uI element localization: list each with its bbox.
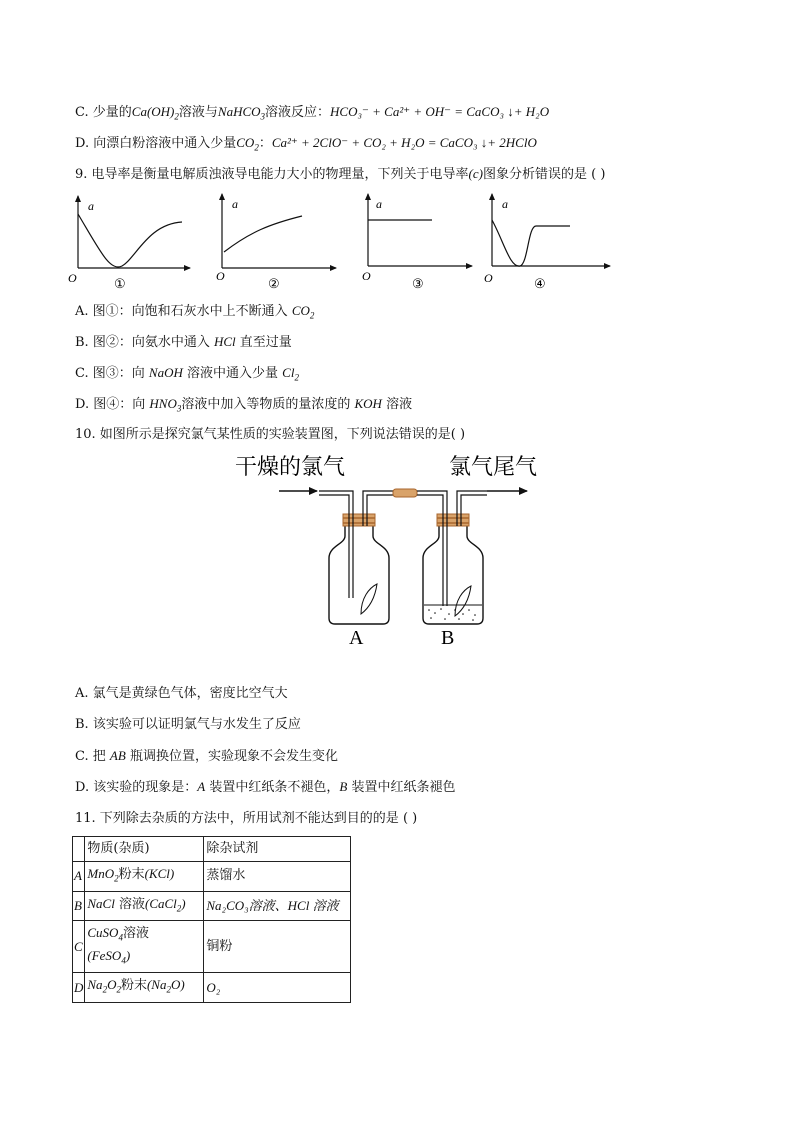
chem-formula: HCl	[213, 334, 236, 349]
option-text: 装置中红纸条褪色	[351, 780, 456, 795]
chem-formula: KOH	[354, 396, 382, 411]
chem-subscript: 2	[309, 310, 315, 321]
q10-option-a	[75, 685, 288, 703]
stem-text: 9. 电导率是衡量电解质浊液导电能力大小的物理量，下列关于电导率	[75, 167, 469, 182]
table-row	[73, 921, 351, 973]
graph-2	[216, 194, 336, 291]
q10-option-d	[75, 778, 455, 797]
origin-label: O	[484, 271, 493, 285]
graph-caption: ④	[534, 276, 546, 291]
q10-stem: 10. 如图所示是探究氯气某性质的实验装置图，下列说法错误的是( )	[75, 427, 466, 442]
option-label: C.	[75, 105, 89, 120]
chem-subscript: 3	[176, 403, 182, 414]
y-label: a	[88, 199, 94, 213]
graph-4	[484, 194, 610, 291]
outlet-label: 氯气尾气	[449, 455, 538, 480]
reagent-cell: Na₂CO₃溶液、HCl 溶液	[204, 891, 351, 921]
option-text: 图③：向	[92, 366, 145, 381]
chem-formula: )	[181, 895, 186, 911]
chem-subscript: 2	[116, 984, 121, 995]
option-text: 直至过量	[239, 335, 292, 350]
origin-label: O	[362, 269, 371, 283]
substance-cell	[85, 891, 204, 921]
cell-text: 溶液	[114, 896, 145, 912]
chem-formula: Na	[87, 977, 103, 993]
q10-option-c	[75, 747, 338, 766]
chlorine-apparatus	[235, 448, 565, 653]
graph-caption: ②	[268, 276, 280, 291]
y-label: a	[232, 197, 238, 211]
chem-subscript: 2	[102, 984, 108, 995]
chem-formula: CO	[291, 303, 310, 318]
chem-formula: Ca(OH)	[131, 104, 175, 119]
q9-option-c	[75, 364, 299, 387]
option-label: B.	[75, 335, 89, 350]
substance-cell	[85, 862, 204, 892]
chem-formula: HNO	[149, 396, 177, 411]
option-label: D.	[75, 780, 90, 795]
graph-1	[68, 196, 190, 291]
option-text: ：	[258, 136, 272, 151]
row-label: D	[73, 973, 85, 1003]
option-label: C.	[75, 749, 89, 764]
option-text: 少量的	[92, 105, 132, 120]
table-header-row	[73, 837, 351, 862]
chem-formula: NaCl	[87, 895, 115, 911]
option-text: 图②：向氨水中通入	[92, 335, 210, 350]
y-label: a	[376, 197, 382, 211]
chem-formula: (Na	[146, 977, 167, 993]
option-text: 向漂白粉溶液中通入少量	[93, 136, 237, 151]
purification-table	[72, 836, 351, 1003]
option-text: 溶液中通入少量	[187, 366, 279, 381]
option-text: 装置中红纸条不褪色，	[209, 780, 340, 795]
cell-text: 溶液	[122, 926, 149, 942]
option-text: 瓶调换位置，实验现象不会发生变化	[129, 749, 338, 764]
option-c-line	[75, 103, 549, 126]
chem-subscript: 2	[294, 372, 299, 383]
row-label: C	[73, 921, 85, 973]
chem-subscript: 4	[121, 955, 126, 966]
option-text: 溶液	[386, 397, 413, 412]
chem-formula: MnO	[87, 866, 115, 881]
option-text: 该实验的现象是：	[93, 780, 198, 795]
table-row	[73, 862, 351, 892]
option-text: 溶液与	[178, 105, 218, 120]
q10-option-b	[75, 716, 301, 734]
bottle-a	[319, 491, 393, 649]
option-label: B.	[75, 717, 89, 732]
q11-stem: 11. 下列除去杂质的方法中，所用试剂不能达到目的的是 ( )	[75, 811, 418, 826]
bottle-ref: B	[339, 779, 348, 794]
option-label: A.	[75, 304, 89, 319]
stem-var: (c)	[468, 166, 483, 181]
stem-text: 图象分析错误的是 ( )	[482, 167, 606, 182]
rubber-connector	[393, 489, 417, 497]
q9-option-d	[75, 395, 412, 418]
chem-formula: (FeSO	[87, 947, 122, 963]
origin-label: O	[216, 269, 225, 283]
ionic-equation: Ca²⁺ + 2ClO⁻ + CO₂ + H₂O = CaCO₃ ↓+ 2HClO	[271, 135, 537, 150]
option-text: 溶液反应：	[265, 105, 331, 120]
bottle-label: A	[349, 627, 364, 649]
substance-cell	[85, 973, 204, 1003]
chem-subscript: 2	[174, 111, 179, 122]
option-text: 把	[92, 749, 106, 764]
graph-caption: ③	[412, 276, 424, 291]
y-label: a	[502, 197, 508, 211]
reagent-cell: O₂	[204, 973, 351, 1003]
bottle-ref: A	[197, 779, 206, 794]
graph-caption: ①	[114, 276, 126, 291]
conductivity-graphs	[70, 186, 630, 292]
curve	[78, 214, 182, 267]
bottle-label: B	[441, 627, 455, 649]
origin-label: O	[68, 271, 77, 285]
option-label: A.	[75, 686, 89, 701]
chem-formula: NaHCO	[217, 104, 261, 119]
q9-stem	[75, 165, 605, 184]
table-row	[73, 891, 351, 921]
curve	[224, 216, 302, 252]
chem-formula: (KCl)	[144, 866, 175, 881]
reagent-cell: 铜粉	[204, 921, 351, 973]
table-header: 物质(杂质)	[85, 837, 204, 862]
q9-option-a	[75, 302, 314, 325]
chem-formula: Cl	[282, 365, 295, 380]
ionic-equation: HCO₃⁻ + Ca²⁺ + OH⁻ = CaCO₃ ↓+ H₂O	[330, 104, 550, 119]
chem-formula: CO	[236, 135, 255, 150]
table-header: 除杂试剂	[204, 837, 351, 862]
cell-text: 粉末	[118, 867, 145, 882]
table-row	[73, 973, 351, 1003]
chem-subscript: 3	[260, 111, 266, 122]
option-text: 图①：向饱和石灰水中上不断通入	[92, 304, 288, 319]
substance-cell	[85, 921, 204, 973]
row-label: B	[73, 891, 85, 921]
chem-subscript: 2	[114, 873, 119, 884]
inlet-label: 干燥的氯气	[235, 455, 346, 480]
chem-formula: O)	[170, 977, 185, 993]
table-cell	[73, 837, 85, 862]
option-text: 图④：向	[93, 397, 146, 412]
chem-formula: NaOH	[148, 365, 183, 380]
chem-subscript: 2	[254, 142, 259, 153]
graph-3	[362, 194, 472, 291]
chem-subscript: 2	[166, 984, 171, 995]
curve	[492, 220, 570, 266]
reagent-cell: 蒸馏水	[204, 862, 351, 892]
cell-text: 粉末	[120, 978, 147, 994]
chem-formula: O	[107, 977, 117, 993]
chem-formula: (CaCl	[145, 895, 177, 911]
q9-option-b	[75, 333, 292, 352]
chem-formula: CuSO	[87, 925, 119, 941]
option-text: 氯气是黄绿色气体，密度比空气大	[92, 686, 288, 701]
bottle-ref: AB	[109, 748, 126, 763]
option-label: D.	[75, 136, 90, 151]
bottle-b	[417, 491, 487, 649]
water-dots	[428, 608, 476, 621]
option-d-line	[75, 134, 537, 157]
chem-subscript: 2	[176, 903, 182, 914]
chem-formula: )	[125, 947, 131, 963]
row-label: A	[73, 862, 85, 892]
chem-subscript: 4	[118, 932, 123, 943]
option-label: C.	[75, 366, 89, 381]
option-label: D.	[75, 397, 90, 412]
option-text: 溶液中加入等物质的量浓度的	[181, 397, 351, 412]
option-text: 该实验可以证明氯气与水发生了反应	[92, 717, 301, 732]
